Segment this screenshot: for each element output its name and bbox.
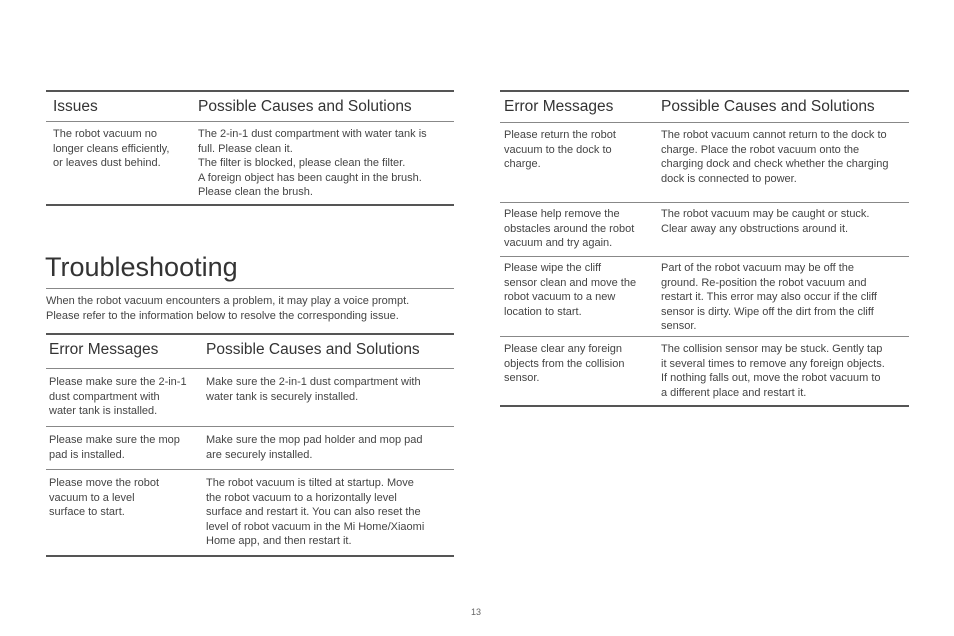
text-line: If nothing falls out, move the robot vacuum to bbox=[661, 372, 881, 384]
text-line: sensor. bbox=[504, 372, 540, 384]
text-line: charging dock and check whether the charging bbox=[661, 158, 889, 170]
text-line: vacuum to a level bbox=[49, 491, 135, 504]
text-line: Please refer to the information below to resolve the corresponding issue. bbox=[46, 310, 399, 322]
page-title: Troubleshooting bbox=[45, 252, 238, 282]
right-error-solution bbox=[661, 342, 909, 400]
text-line: surface to start. bbox=[49, 506, 125, 518]
text-line: Please return the robot bbox=[504, 129, 616, 141]
left-error-solution bbox=[206, 375, 452, 404]
right-error-solution bbox=[661, 207, 909, 236]
right-errors-bottom-rule bbox=[500, 405, 909, 407]
right-error-solution bbox=[661, 128, 909, 186]
text-line: Part of the robot vacuum may be off the bbox=[661, 262, 855, 274]
text-line: robot vacuum to a new bbox=[504, 291, 616, 303]
text-line: A foreign object has been caught in the brush. bbox=[198, 171, 422, 184]
text-line: The robot vacuum no bbox=[53, 128, 157, 140]
text-line: surface and restart it. You can also reset the bbox=[206, 506, 421, 518]
left-error-message bbox=[49, 375, 199, 419]
text-line: a different place and restart it. bbox=[661, 386, 807, 399]
issues-table-bottom-rule bbox=[46, 204, 454, 206]
text-line: restart it. This error may also occur if the cliff bbox=[661, 291, 877, 303]
text-line: Home app, and then restart it. bbox=[206, 535, 352, 547]
right-error-message bbox=[504, 207, 654, 251]
text-line: dust compartment with bbox=[49, 390, 160, 403]
left-error-message bbox=[49, 476, 199, 520]
issues-header-solutions: Possible Causes and Solutions bbox=[198, 98, 412, 115]
text-line: dock is connected to power. bbox=[661, 172, 797, 185]
text-line: the robot vacuum to a horizontally level bbox=[206, 491, 397, 504]
right-errors-header-solutions: Possible Causes and Solutions bbox=[661, 98, 875, 115]
text-line: The robot vacuum is tilted at startup. Move bbox=[206, 477, 414, 489]
text-line: vacuum to the dock to bbox=[504, 143, 612, 156]
text-line: vacuum and try again. bbox=[504, 237, 613, 249]
text-line: Please wipe the cliff bbox=[504, 262, 602, 274]
text-line: charge. bbox=[504, 158, 541, 170]
row-divider bbox=[500, 256, 909, 257]
left-errors-bottom-rule bbox=[46, 555, 454, 557]
issues-row-issue bbox=[53, 127, 193, 171]
text-line: water tank is securely installed. bbox=[206, 390, 359, 403]
right-error-solution bbox=[661, 261, 909, 334]
text-line: sensor. bbox=[661, 320, 697, 332]
left-errors-header-solutions: Possible Causes and Solutions bbox=[206, 341, 420, 358]
right-error-message bbox=[504, 261, 654, 319]
row-divider bbox=[500, 336, 909, 337]
left-error-solution bbox=[206, 433, 452, 462]
text-line: or leaves dust behind. bbox=[53, 157, 161, 169]
issues-row-solution bbox=[198, 127, 453, 200]
right-errors-header-message: Error Messages bbox=[504, 98, 614, 115]
text-line: Please clear any foreign bbox=[504, 343, 623, 355]
text-line: objects from the collision bbox=[504, 357, 625, 370]
text-line: full. Please clean it. bbox=[198, 142, 293, 155]
text-line: level of robot vacuum in the Mi Home/Xiaomi bbox=[206, 520, 425, 533]
right-error-message bbox=[504, 128, 654, 172]
text-line: Please clean the brush. bbox=[198, 186, 313, 198]
text-line: Please move the robot bbox=[49, 477, 160, 489]
left-errors-top-rule bbox=[46, 333, 454, 335]
row-divider bbox=[46, 469, 454, 470]
title-rule bbox=[46, 288, 454, 289]
left-error-solution bbox=[206, 476, 452, 549]
issues-header-rule bbox=[46, 121, 454, 122]
text-line: The filter is blocked, please clean the filter. bbox=[198, 157, 406, 169]
text-line: charge. Place the robot vacuum onto the bbox=[661, 143, 860, 156]
text-line: water tank is installed. bbox=[49, 405, 158, 417]
text-line: Please help remove the bbox=[504, 208, 620, 220]
text-line: ground. Re-position the robot vacuum and bbox=[661, 276, 867, 289]
text-line: When the robot vacuum encounters a problem, it may play a voice prompt. bbox=[46, 295, 410, 307]
issues-header-issue: Issues bbox=[53, 98, 98, 115]
text-line: Please make sure the mop bbox=[49, 434, 180, 446]
row-divider bbox=[500, 202, 909, 203]
text-line: Clear away any obstructions around it. bbox=[661, 222, 849, 235]
text-line: sensor clean and move the bbox=[504, 276, 637, 289]
text-line: sensor is dirty. Wipe off the dirt from the cliff bbox=[661, 305, 874, 318]
left-errors-header-message: Error Messages bbox=[49, 341, 159, 358]
text-line: The collision sensor may be stuck. Gently tap bbox=[661, 343, 883, 355]
text-line: obstacles around the robot bbox=[504, 222, 635, 235]
text-line: are securely installed. bbox=[206, 448, 313, 461]
right-errors-header-rule bbox=[500, 122, 909, 123]
text-line: Make sure the mop pad holder and mop pad bbox=[206, 434, 423, 446]
issues-table-top-rule bbox=[46, 90, 454, 92]
text-line: The robot vacuum may be caught or stuck. bbox=[661, 208, 870, 220]
page-number: 13 bbox=[471, 607, 482, 617]
text-line: The robot vacuum cannot return to the dock to bbox=[661, 129, 887, 141]
right-error-message bbox=[504, 342, 654, 386]
left-error-message bbox=[49, 433, 199, 462]
text-line: location to start. bbox=[504, 305, 582, 318]
text-line: longer cleans efficiently, bbox=[53, 142, 170, 155]
text-line: pad is installed. bbox=[49, 448, 125, 461]
text-line: it several times to remove any foreign objects. bbox=[661, 357, 885, 370]
left-errors-header-rule bbox=[46, 368, 454, 369]
intro-text bbox=[46, 294, 454, 324]
right-errors-top-rule bbox=[500, 90, 909, 92]
row-divider bbox=[46, 426, 454, 427]
text-line: Please make sure the 2-in-1 bbox=[49, 376, 187, 388]
text-line: Make sure the 2-in-1 dust compartment with bbox=[206, 376, 421, 388]
text-line: The 2-in-1 dust compartment with water tank is bbox=[198, 128, 427, 140]
